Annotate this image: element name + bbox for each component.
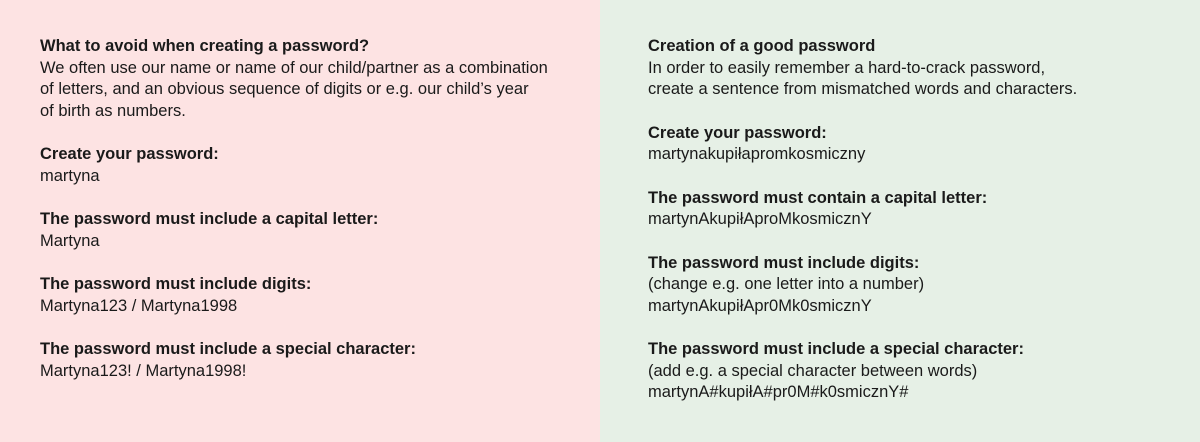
bad-step-create bbox=[40, 144, 576, 187]
step-heading: Create your password: bbox=[40, 145, 219, 163]
good-step-special bbox=[648, 339, 1180, 404]
good-password-example: martynAkupiłAproMkosmicznY bbox=[648, 210, 872, 228]
good-password-example: martynA#kupiłA#pr0M#k0smicznY# bbox=[648, 383, 909, 401]
step-hint: (add e.g. a special character between words) bbox=[648, 361, 978, 380]
good-intro bbox=[648, 36, 1180, 101]
bad-step-special bbox=[40, 339, 576, 382]
step-heading: The password must include digits: bbox=[648, 253, 920, 272]
avoid-intro bbox=[40, 36, 576, 122]
bad-password-example: Martyna123 / Martyna1998 bbox=[40, 296, 238, 315]
step-heading: The password must include a special character: bbox=[648, 340, 1024, 358]
avoid-text-line: of letters, and an obvious sequence of digits or e.g. our child’s year bbox=[40, 80, 529, 98]
step-heading: Create your password: bbox=[648, 123, 827, 142]
bad-password-example: martyna bbox=[40, 166, 100, 185]
good-heading: Creation of a good password bbox=[648, 37, 876, 55]
bad-password-example: Martyna bbox=[40, 231, 100, 250]
step-heading: The password must include digits: bbox=[40, 275, 312, 293]
step-hint: (change e.g. one letter into a number) bbox=[648, 275, 925, 293]
bad-step-digits bbox=[40, 274, 576, 317]
step-heading: The password must include a special character: bbox=[40, 340, 416, 358]
good-password-example: martynAkupiłApr0Mk0smicznY bbox=[648, 296, 872, 315]
good-text-line: In order to easily remember a hard-to-crack password, bbox=[648, 58, 1046, 77]
good-password-example: martynakupiłapromkosmiczny bbox=[648, 145, 866, 163]
avoid-text-line: We often use our name or name of our child/partner as a combination bbox=[40, 58, 548, 77]
good-panel bbox=[600, 0, 1200, 442]
avoid-heading: What to avoid when creating a password? bbox=[40, 37, 370, 55]
bad-step-capital bbox=[40, 209, 576, 252]
good-step-digits bbox=[648, 253, 1180, 318]
bad-password-example: Martyna123! / Martyna1998! bbox=[40, 361, 247, 380]
good-step-create bbox=[648, 123, 1180, 166]
good-text-line: create a sentence from mismatched words and characters. bbox=[648, 80, 1078, 98]
avoid-text-line: of birth as numbers. bbox=[40, 101, 186, 120]
step-heading: The password must contain a capital letter: bbox=[648, 188, 988, 207]
step-heading: The password must include a capital letter: bbox=[40, 210, 379, 228]
good-step-capital bbox=[648, 188, 1180, 231]
